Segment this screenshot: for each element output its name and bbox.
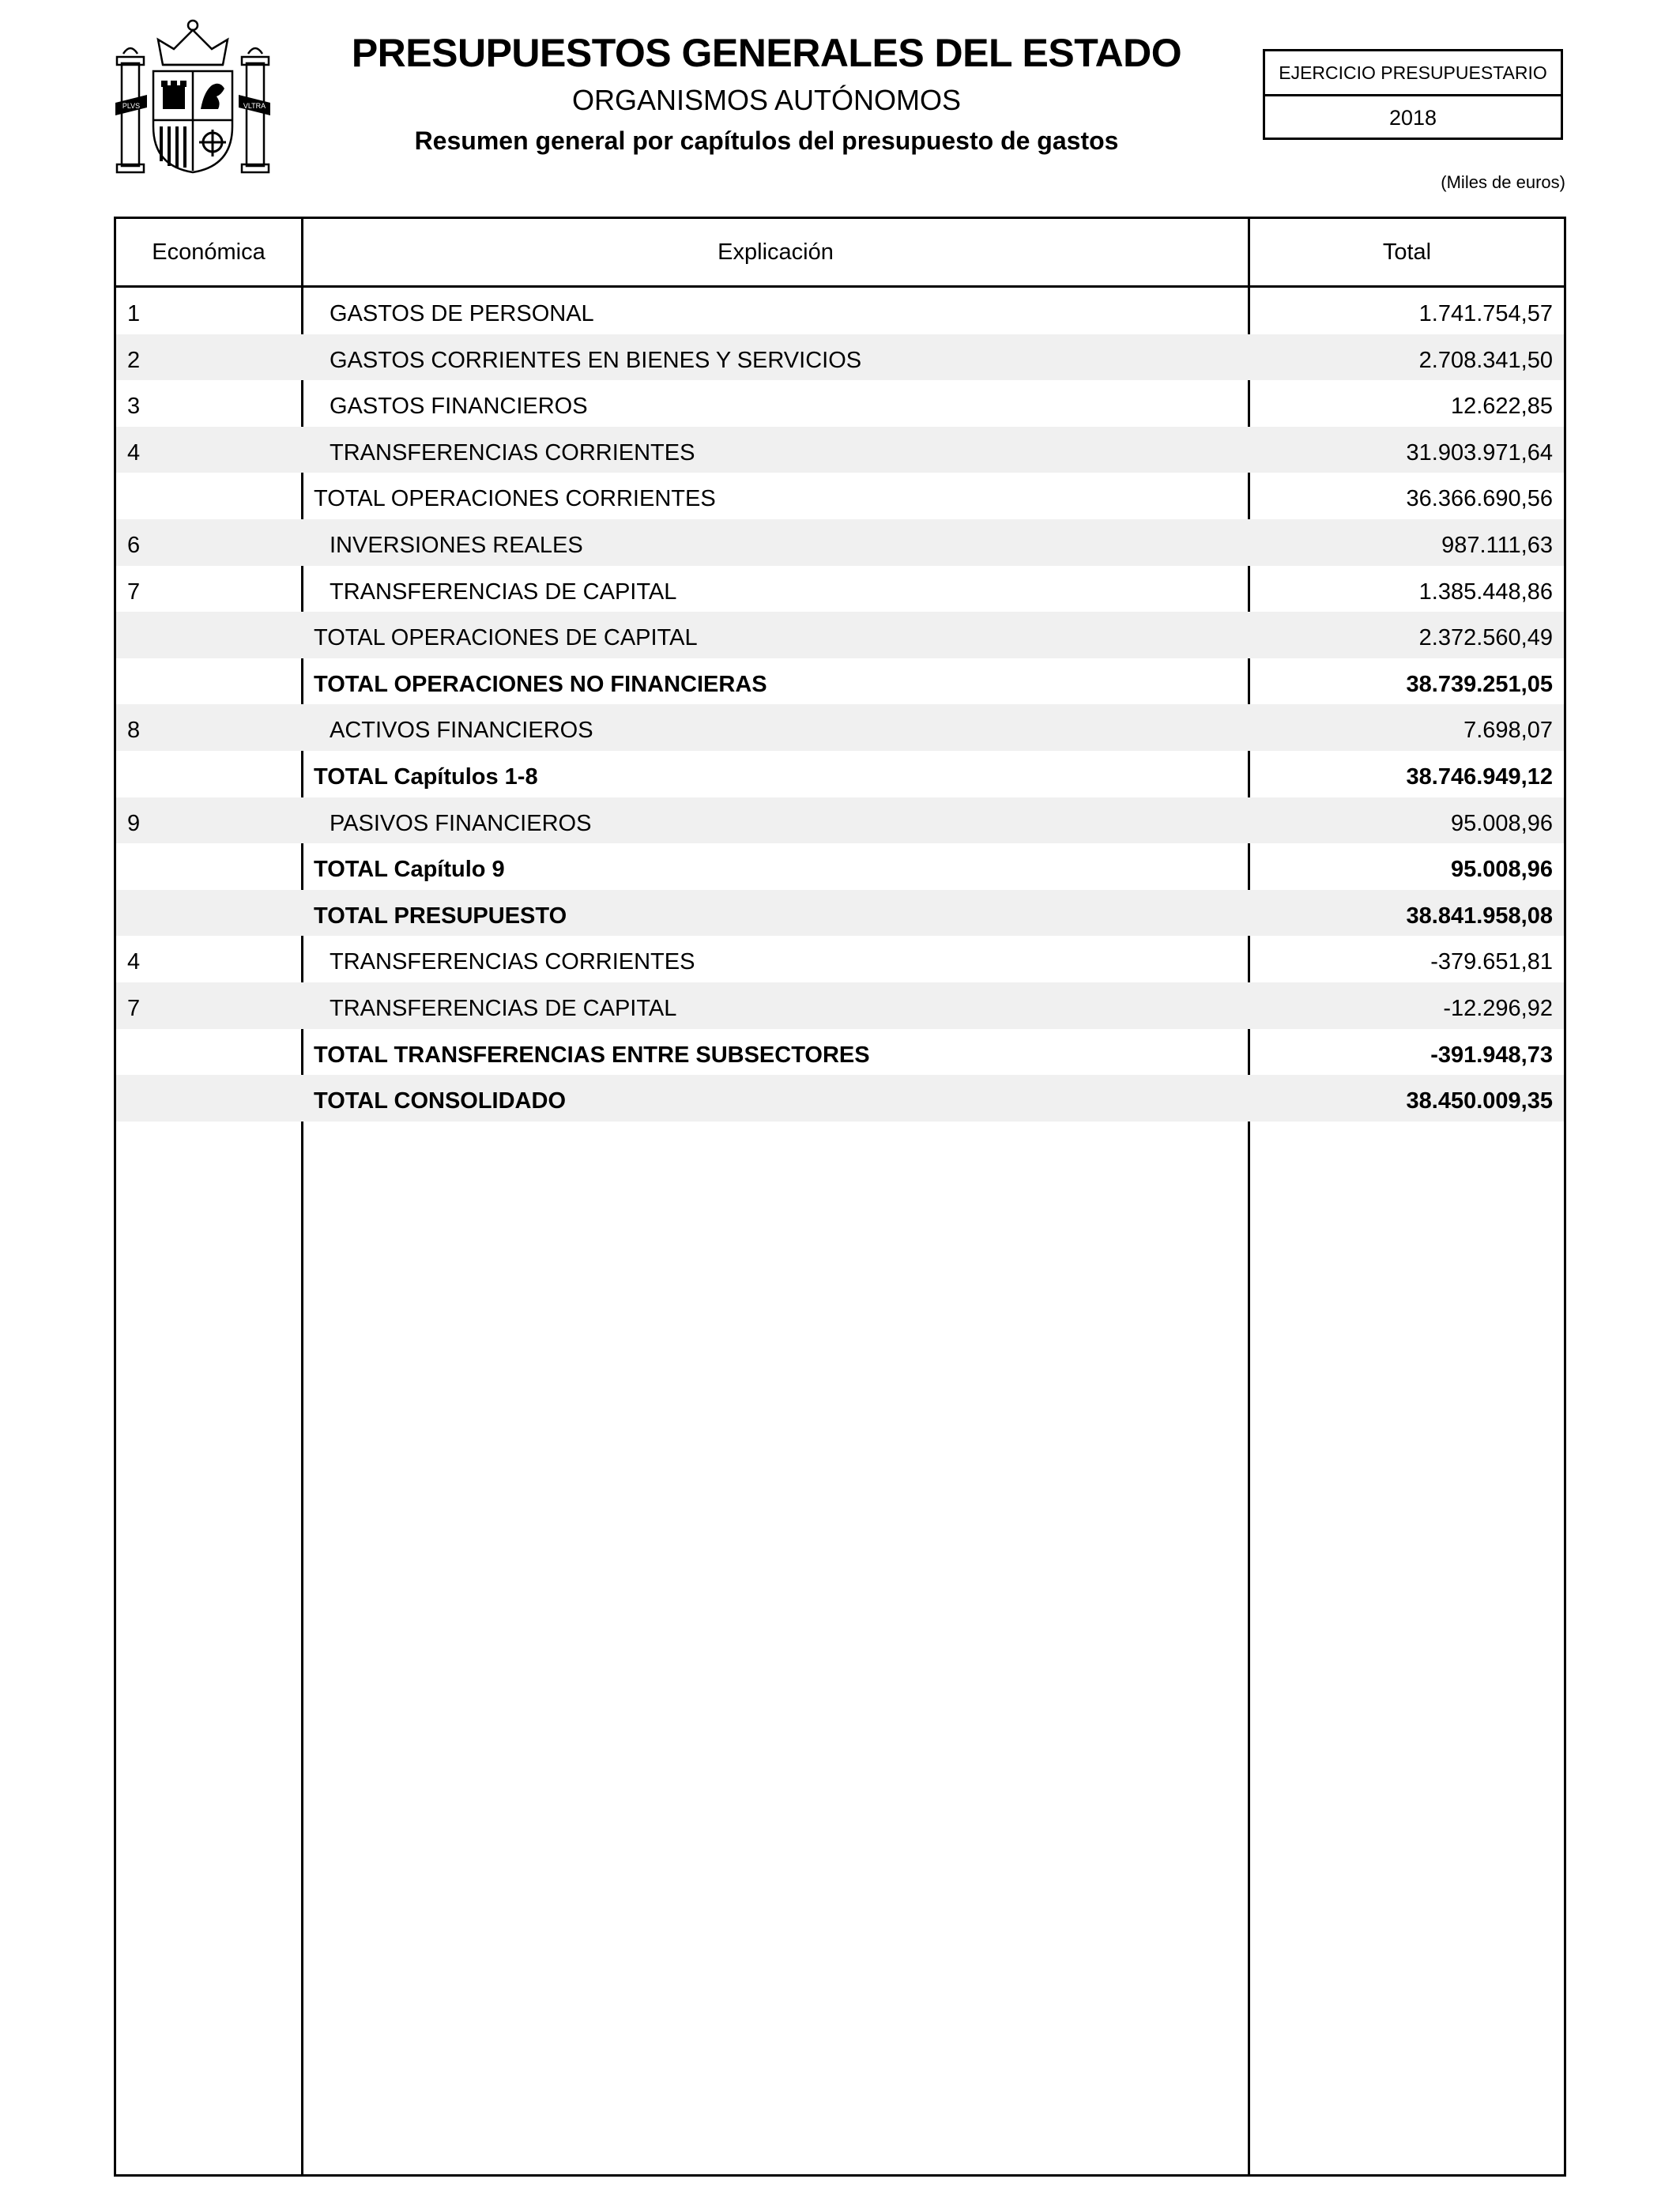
row-description: GASTOS CORRIENTES EN BIENES Y SERVICIOS [330,347,862,373]
table-row [116,334,1564,381]
row-total: -12.296,92 [1443,995,1553,1021]
row-code: 8 [127,718,141,744]
row-description: TRANSFERENCIAS CORRIENTES [330,439,695,466]
table-row [116,380,1564,427]
table-header [116,219,1564,288]
row-description: TOTAL Capítulos 1-8 [314,763,538,790]
page-subtitle: ORGANISMOS AUTÓNOMOS [571,84,962,116]
row-description: TRANSFERENCIAS CORRIENTES [330,949,695,975]
row-description: ACTIVOS FINANCIEROS [330,718,593,744]
exercise-year: 2018 [1388,106,1437,130]
motto-right: VLTRA [243,102,266,110]
row-code: 1 [127,301,141,326]
row-total: 12.622,85 [1450,394,1553,420]
row-code: 9 [127,810,141,836]
table-row-subtotal [116,612,1564,658]
row-code: 4 [127,439,141,466]
row-total: 31.903.971,64 [1406,439,1553,466]
row-description: TOTAL OPERACIONES DE CAPITAL [314,625,698,651]
table-row-total [116,658,1564,705]
row-total: -379.651,81 [1430,949,1553,975]
row-code: 4 [127,949,141,975]
row-description: TOTAL OPERACIONES NO FINANCIERAS [314,671,767,697]
row-total: 36.366.690,56 [1406,486,1553,512]
row-description: TOTAL PRESUPUESTO [314,903,567,929]
row-description: PASIVOS FINANCIEROS [330,810,592,836]
row-code: 7 [127,995,141,1021]
table-row-total [116,890,1564,937]
column-header-total: Total [1382,239,1432,265]
motto-left: PLVS [122,102,141,110]
row-total: 38.450.009,35 [1406,1088,1553,1114]
row-description: TOTAL Capítulo 9 [314,857,505,883]
row-description: GASTOS DE PERSONAL [330,301,594,326]
row-code: 6 [127,532,141,558]
row-description: TRANSFERENCIAS DE CAPITAL [330,579,677,605]
row-code: 2 [127,347,141,373]
table-row [116,704,1564,751]
row-code: 3 [127,394,141,420]
row-description: TOTAL TRANSFERENCIAS ENTRE SUBSECTORES [314,1042,870,1068]
exercise-box [1263,49,1563,140]
coat-of-arms-graphic [114,16,272,178]
table-row [116,936,1564,982]
row-total: 2.708.341,50 [1418,347,1553,373]
row-total: 1.741.754,57 [1418,301,1553,326]
row-total: 38.841.958,08 [1406,903,1553,929]
table-row [116,566,1564,613]
row-description: GASTOS FINANCIEROS [330,394,588,420]
row-code: 7 [127,579,141,605]
table-row-subtotal [116,473,1564,519]
table-row [116,427,1564,473]
table-body [116,288,1564,1122]
page-title: PRESUPUESTOS GENERALES DEL ESTADO [351,31,1182,75]
row-total: -391.948,73 [1430,1042,1553,1068]
table-row [116,288,1564,334]
row-total: 1.385.448,86 [1418,579,1553,605]
coat-of-arms-spain-icon [114,16,272,178]
page-description: Resumen general por capítulos del presupuesto de gastos [414,126,1119,155]
budget-table [114,217,1566,2177]
column-header-economica: Económica [152,239,266,265]
row-total: 7.698,07 [1463,718,1553,744]
row-description: INVERSIONES REALES [330,532,583,558]
row-total: 95.008,96 [1450,857,1553,883]
exercise-label: EJERCICIO PRESUPUESTARIO [1265,51,1561,96]
row-total: 2.372.560,49 [1418,625,1553,651]
row-description: TOTAL OPERACIONES CORRIENTES [314,486,716,512]
row-total: 987.111,63 [1441,532,1553,558]
table-row-total [116,751,1564,797]
units-note: (Miles de euros) [1441,172,1565,192]
row-description: TOTAL CONSOLIDADO [314,1088,566,1114]
row-description: TRANSFERENCIAS DE CAPITAL [330,995,677,1021]
row-total: 38.746.949,12 [1406,763,1553,790]
row-total: 95.008,96 [1450,810,1553,836]
table-row [116,982,1564,1029]
column-header-explicacion: Explicación [718,239,834,265]
table-row-total [116,1075,1564,1122]
table-row [116,519,1564,566]
table-row [116,797,1564,844]
table-row-total [116,843,1564,890]
row-total: 38.739.251,05 [1406,671,1553,697]
table-row-total [116,1029,1564,1076]
